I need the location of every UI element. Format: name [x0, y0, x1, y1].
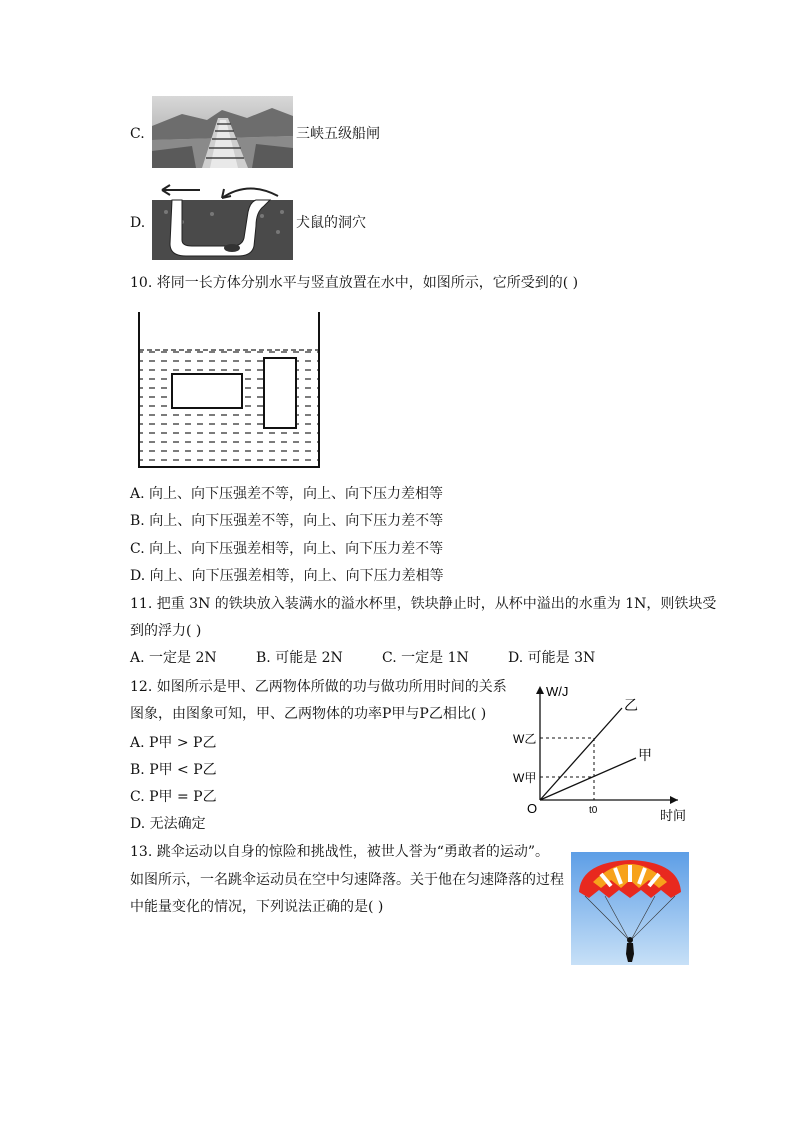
w-jia-label: W甲	[513, 771, 537, 785]
w-yi-label: W乙	[513, 732, 537, 746]
q12-option-c[interactable]: C. P甲 = P乙	[130, 789, 217, 805]
q11-option-d[interactable]: D. 可能是 3N	[508, 650, 596, 666]
x-axis-arrow	[670, 796, 678, 804]
q12-option-d[interactable]: D. 无法确定	[130, 816, 206, 832]
q12-stem-line1: 12. 如图所示是甲、乙两物体所做的功与做功所用时间的关系	[130, 679, 507, 695]
q9-option-c-letter: C.	[130, 126, 145, 142]
prairie-dog-burrow-diagram	[152, 182, 293, 260]
x-axis-label: 时间	[660, 808, 687, 823]
line-jia-label: 甲	[638, 747, 652, 763]
q11-option-c[interactable]: C. 一定是 1N	[382, 650, 469, 666]
vertical-block	[264, 358, 296, 428]
line-yi	[540, 708, 622, 800]
work-time-graph	[500, 680, 700, 830]
parachutist-photo	[571, 852, 689, 965]
q12-stem-line2: 图象，由图象可知，甲、乙两物体的功率P甲与P乙相比( )	[130, 706, 487, 722]
q12-option-a[interactable]: A. P甲 > P乙	[130, 735, 217, 751]
q13-stem-line3: 中能量变化的情况，下列说法正确的是( )	[130, 899, 384, 915]
water-container-diagram	[136, 312, 322, 470]
horizontal-block	[172, 374, 242, 408]
q11-stem-line1: 11. 把重 3N 的铁块放入装满水的溢水杯里，铁块静止时，从杯中溢出的水重为 1N，则铁块受	[130, 596, 717, 612]
q11-stem-line2: 到的浮力( )	[130, 623, 202, 639]
q10-option-b[interactable]: B. 向上、向下压强差不等，向上、向下压力差不等	[130, 513, 444, 529]
three-gorges-ship-lock-photo	[152, 96, 293, 168]
q9-option-d-caption: 犬鼠的洞穴	[296, 215, 366, 231]
q10-stem: 10. 将同一长方体分别水平与竖直放置在水中，如图所示，它所受到的( )	[130, 275, 579, 291]
q11-option-b[interactable]: B. 可能是 2N	[256, 650, 343, 666]
q10-option-c[interactable]: C. 向上、向下压强差相等，向上、向下压力差不等	[130, 541, 444, 557]
y-axis-arrow	[536, 686, 544, 694]
origin-label: O	[527, 801, 538, 816]
q12-option-b[interactable]: B. P甲 < P乙	[130, 762, 217, 778]
line-jia	[540, 758, 636, 800]
t0-label: t0	[589, 805, 598, 816]
q9-option-c-caption: 三峡五级船闸	[296, 126, 380, 142]
q10-option-d[interactable]: D. 向上、向下压强差相等，向上、向下压力差相等	[130, 568, 444, 584]
line-yi-label: 乙	[624, 697, 638, 713]
q13-stem-line1: 13. 跳伞运动以自身的惊险和挑战性，被世人誉为“勇敢者的运动”。	[130, 844, 550, 860]
y-axis-label: W/J	[546, 684, 569, 699]
q13-stem-line2: 如图所示，一名跳伞运动员在空中匀速降落。关于他在匀速降落的过程	[130, 872, 564, 888]
q9-option-d-letter: D.	[130, 215, 146, 231]
q11-option-a[interactable]: A. 一定是 2N	[130, 650, 217, 666]
q10-option-a[interactable]: A. 向上、向下压强差不等，向上、向下压力差相等	[130, 486, 444, 502]
